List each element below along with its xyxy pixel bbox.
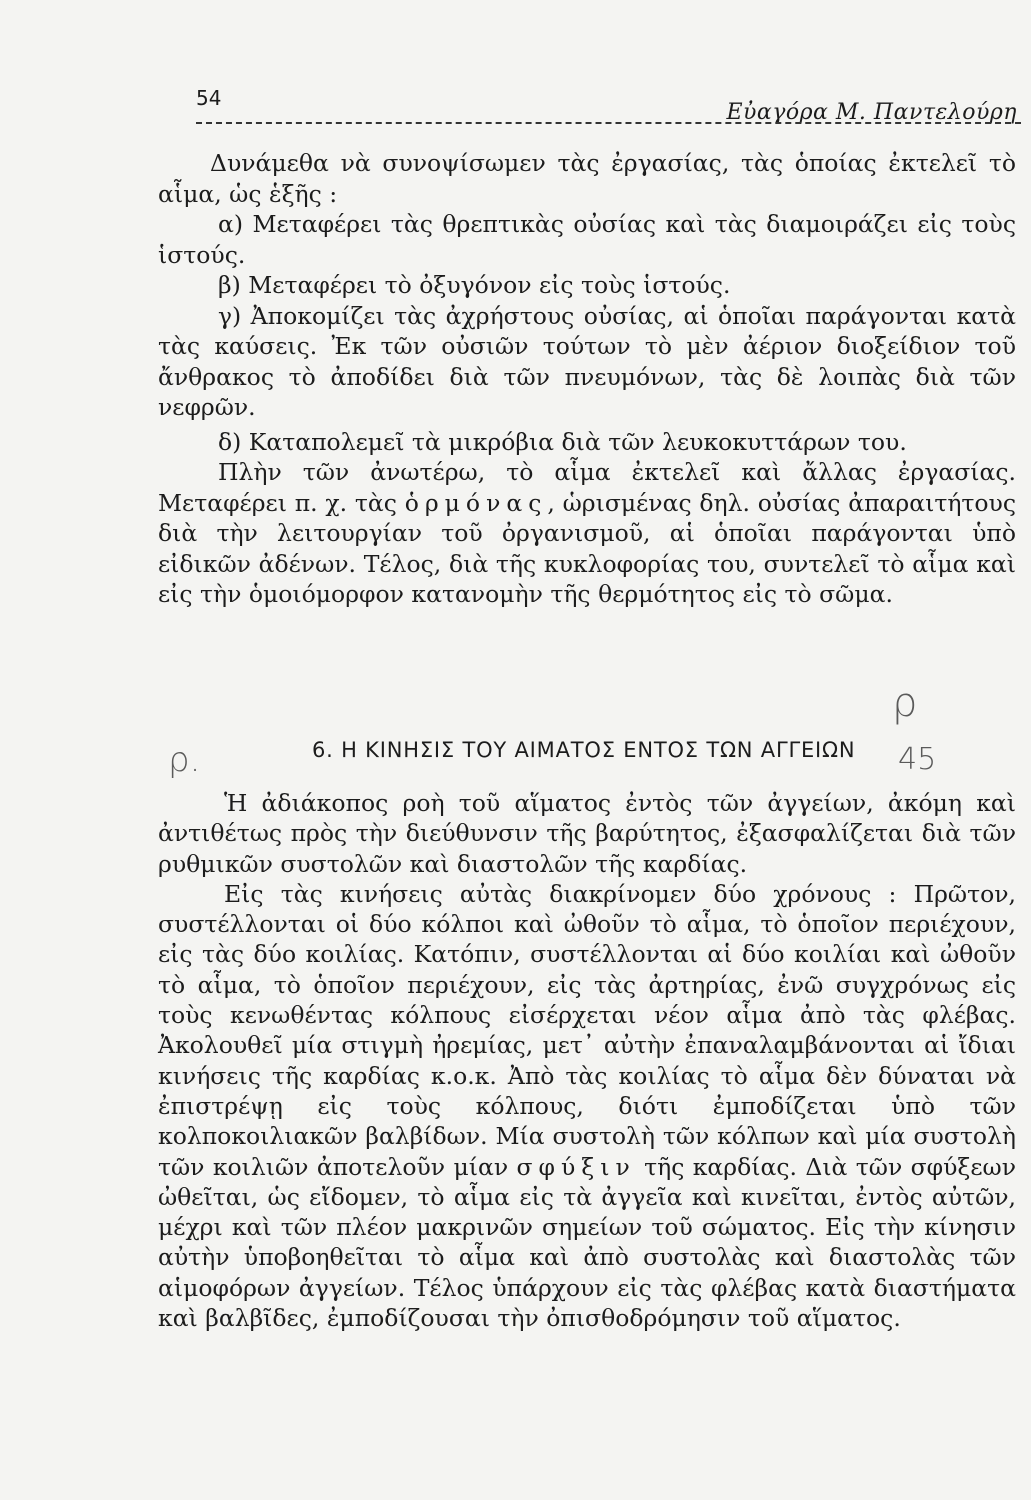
body-text: [158, 148, 1016, 610]
margin-pencil-mark: ρ: [892, 680, 918, 726]
paragraph-other-functions: [158, 457, 1016, 610]
paragraph-text: , ὡρισμένας δηλ. οὐσίας ἀπαραιτήτους διὰ τὴν λειτουργίαν τοῦ ὀργανισμοῦ, αἱ ὁποῖαι παράγονται ὑπὸ εἰδικῶν ἀδένων. Τέλος, διὰ τῆς κυκλοφορίας του, συντελεῖ τὸ αἷμα καὶ εἰς τὴν ὁμοιόμορφον κατανομὴν τῆς θερμότητος εἰς τὸ σῶμα.: [158, 488, 1016, 608]
margin-pencil-mark: 45: [898, 742, 937, 777]
intro-paragraph: Δυνάμεθα νὰ συνοψίσωμεν τὰς ἐργασίας, τὰς ὁποίας ἐκτελεῖ τὸ αἷμα, ὡς ἑξῆς :: [158, 149, 1016, 208]
header-rule: [196, 122, 1021, 124]
list-item-a: α) Μεταφέρει τὰς θρεπτικὰς οὐσίας καὶ τὰς διαμοιράζει εἰς τοὺς ἱστούς.: [158, 210, 1016, 269]
page-number: 54: [196, 86, 222, 110]
list-item-c: γ) Ἀποκομίζει τὰς ἀχρήστους οὐσίας, αἱ ὁποῖαι παράγονται κατὰ τὰς καύσεις. Ἐκ τῶν οὐσιῶν τούτων τὸ μὲν ἀέριον διοξείδιον τοῦ ἄνθρακος τὸ ἀποδίδει διὰ τῶν πνευμόνων, τὰς δὲ λοιπὰς διὰ τῶν νεφρῶν.: [158, 301, 1016, 421]
section-text: [158, 788, 1016, 1333]
paragraph-text: Πλὴν τῶν ἀνωτέρω, τὸ αἷμα ἐκτελεῖ καὶ ἄλλας ἐργασίας. Μεταφέρει π. χ. τὰς: [158, 458, 1016, 517]
section-paragraph-1: Ἡ ἀδιάκοπος ροὴ τοῦ αἵματος ἐντὸς τῶν ἀγγείων, ἀκόμη καὶ ἀντιθέτως πρὸς τὴν διεύθυνσιν τῆς βαρύτητος, ἐξασφαλίζεται διὰ τῶν ρυθμικῶν συστολῶν καὶ διαστολῶν τῆς καρδίας.: [158, 789, 1016, 878]
paragraph-text: Εἰς τὰς κινήσεις αὐτὰς διακρίνομεν δύο χρόνους : Πρῶτον, συστέλλονται οἱ δύο κόλποι καὶ ὠθοῦν τὸ αἷμα, τὸ ὁποῖον περιέχουν, εἰς τὰς δύο κοιλίας. Κατόπιν, συστέλλονται αἱ δύο κοιλίαι καὶ ὠθοῦν τὸ αἷμα, τὸ ὁποῖον περιέχουν, εἰς τὰς ἀρτηρίας, ἐνῶ συγχρόνως εἰς τοὺς κενωθέντας κόλπους εἰσέρχεται νέον αἷμα ἀπὸ τὰς φλέβας. Ἀκολουθεῖ μία στιγμὴ ἠρεμίας, μετ᾿ αὐτὴν ἐπαναλαμβάνονται αἱ ἴδιαι κινήσεις τῆς καρδίας κ.ο.κ. Ἀπὸ τὰς κοιλίας τὸ αἷμα δὲν δύναται νὰ ἐπιστρέψῃ εἰς τοὺς κόλπους, διότι ἐμποδίζεται ὑπὸ τῶν κολποκοιλιακῶν βαλβίδων. Μία συστολὴ τῶν κόλπων καὶ μία συστολὴ τῶν κοιλιῶν ἀποτελοῦν μίαν: [158, 879, 1016, 1181]
section-paragraph-2: [158, 879, 1016, 1333]
running-head: Εὐαγόρα Μ. Παντελούρη: [726, 100, 1017, 125]
paragraph-text: τῆς καρδίας. Διὰ τῶν σφύξεων ὠθεῖται, ὡς εἴδομεν, τὸ αἷμα εἰς τὰ ἀγγεῖα καὶ κινεῖται, ἐντὸς αὐτῶν, μέχρι καὶ τῶν πλέον μακρινῶν σημείων τοῦ σώματος. Εἰς τὴν κίνησιν αὐτὴν ὑποβοηθεῖται τὸ αἷμα καὶ ἀπὸ συστολὰς καὶ διαστολὰς τῶν αἱμοφόρων ἀγγείων. Τέλος ὑπάρχουν εἰς τὰς φλέβας κατὰ διαστήματα καὶ βαλβῖδες, ἐμποδίζουσαι τὴν ὀπισθοδρόμησιν τοῦ αἵματος.: [158, 1152, 1016, 1333]
list-item-d: δ) Καταπολεμεῖ τὰ μικρόβια διὰ τῶν λευκοκυττάρων του.: [218, 427, 907, 456]
section-heading: 6. Η ΚΙΝΗΣΙΣ ΤΟΥ ΑΙΜΑΤΟΣ ΕΝΤΟΣ ΤΩΝ ΑΓΓΕΙΩΝ: [312, 738, 856, 762]
emphasized-term: σφύξιν: [516, 1152, 636, 1181]
margin-pencil-mark: ρ.: [168, 740, 201, 780]
list-item-b: β) Μεταφέρει τὸ ὀξυγόνον εἰς τοὺς ἱστούς.: [218, 271, 731, 299]
emphasized-term: ὁρμόνας: [404, 488, 548, 517]
